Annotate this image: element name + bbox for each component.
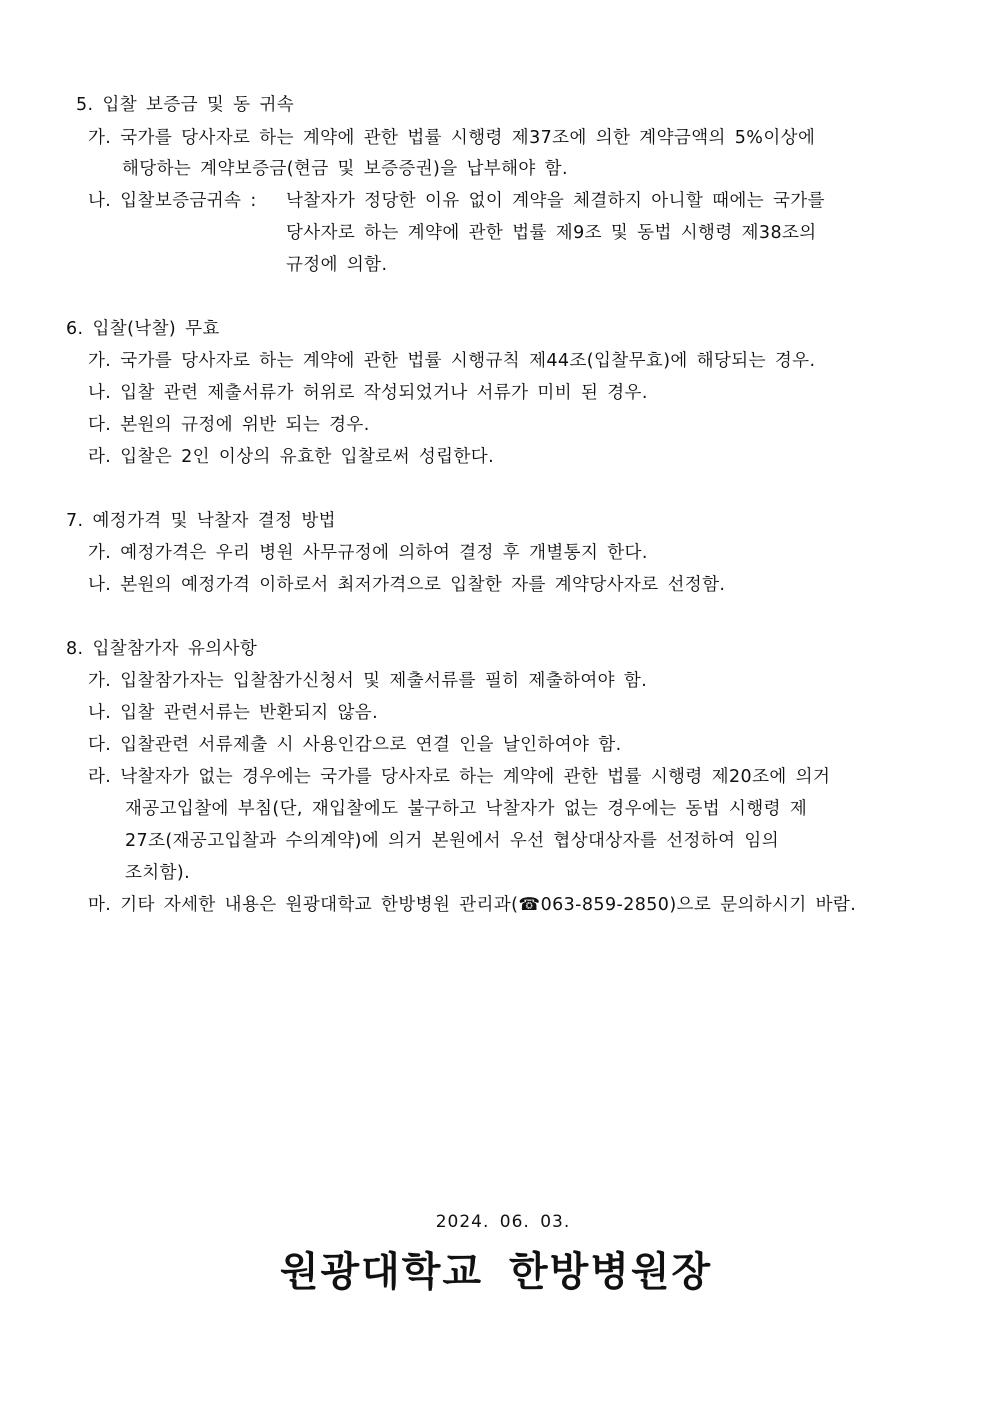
section-5-item-na-line3: 규정에 의함. bbox=[286, 255, 388, 275]
section-6-item-na: 나. 입찰 관련 제출서류가 허위로 작성되었거나 서류가 미비 된 경우. bbox=[88, 383, 648, 403]
section-7-item-ga: 가. 예정가격은 우리 병원 사무규정에 의하여 결정 후 개별통지 한다. bbox=[88, 543, 648, 563]
section-8-item-na: 나. 입찰 관련서류는 반환되지 않음. bbox=[88, 703, 379, 723]
section-8-item-ma: 마. 기타 자세한 내용은 원광대학교 한방병원 관리과(☎063-859-2850)으로 문의하시기 바람. bbox=[88, 895, 857, 915]
section-5-item-na-line2: 당사자로 하는 계약에 관한 법률 제9조 및 동법 시행령 제38조의 bbox=[286, 223, 817, 243]
section-6-item-ra: 라. 입찰은 2인 이상의 유효한 입찰로써 성립한다. bbox=[88, 447, 495, 467]
section-5-item-ga-cont: 해당하는 계약보증금(현금 및 보증증권)을 납부해야 함. bbox=[122, 159, 568, 179]
section-6-item-da: 다. 본원의 규정에 위반 되는 경우. bbox=[88, 415, 370, 435]
section-5-item-na-line1: 낙찰자가 정당한 이유 없이 계약을 체결하지 아니할 때에는 국가를 bbox=[286, 191, 825, 211]
section-6-heading: 6. 입찰(낙찰) 무효 bbox=[66, 319, 220, 339]
section-7-item-na: 나. 본원의 예정가격 이하로서 최저가격으로 입찰한 자를 계약당사자로 선정함. bbox=[88, 575, 726, 595]
section-8-item-ra-cont1: 재공고입찰에 부침(단, 재입찰에도 불구하고 낙찰자가 없는 경우에는 동법 시행령 제 bbox=[125, 799, 808, 819]
section-6-item-ga: 가. 국가를 당사자로 하는 계약에 관한 법률 시행규칙 제44조(입찰무효)에 해당되는 경우. bbox=[88, 351, 816, 371]
section-5-item-ga: 가. 국가를 당사자로 하는 계약에 관한 법률 시행령 제37조에 의한 계약금액의 5%이상에 bbox=[88, 128, 816, 148]
section-8-item-ra-cont2: 27조(재공고입찰과 수의계약)에 의거 본원에서 우선 협상대상자를 선정하여 임의 bbox=[125, 831, 780, 851]
section-8-item-ra-cont3: 조치함). bbox=[125, 863, 191, 883]
section-8-heading: 8. 입찰참가자 유의사항 bbox=[66, 639, 258, 659]
section-8-item-ga: 가. 입찰참가자는 입찰참가신청서 및 제출서류를 필히 제출하여야 함. bbox=[88, 671, 648, 691]
section-5-heading: 5. 입찰 보증금 및 동 귀속 bbox=[76, 95, 295, 115]
section-5-item-na-label: 나. 입찰보증금귀속 : bbox=[88, 191, 257, 211]
section-7-heading: 7. 예정가격 및 낙찰자 결정 방법 bbox=[66, 511, 336, 531]
section-8-item-ra: 라. 낙찰자가 없는 경우에는 국가를 당사자로 하는 계약에 관한 법률 시행령 제20조에 의거 bbox=[88, 767, 831, 787]
document-date: 2024. 06. 03. bbox=[435, 1212, 571, 1232]
section-8-item-da: 다. 입찰관련 서류제출 시 사용인감으로 연결 인을 날인하여야 함. bbox=[88, 735, 622, 755]
signature-title: 원광대학교 한방병원장 bbox=[279, 1249, 713, 1295]
